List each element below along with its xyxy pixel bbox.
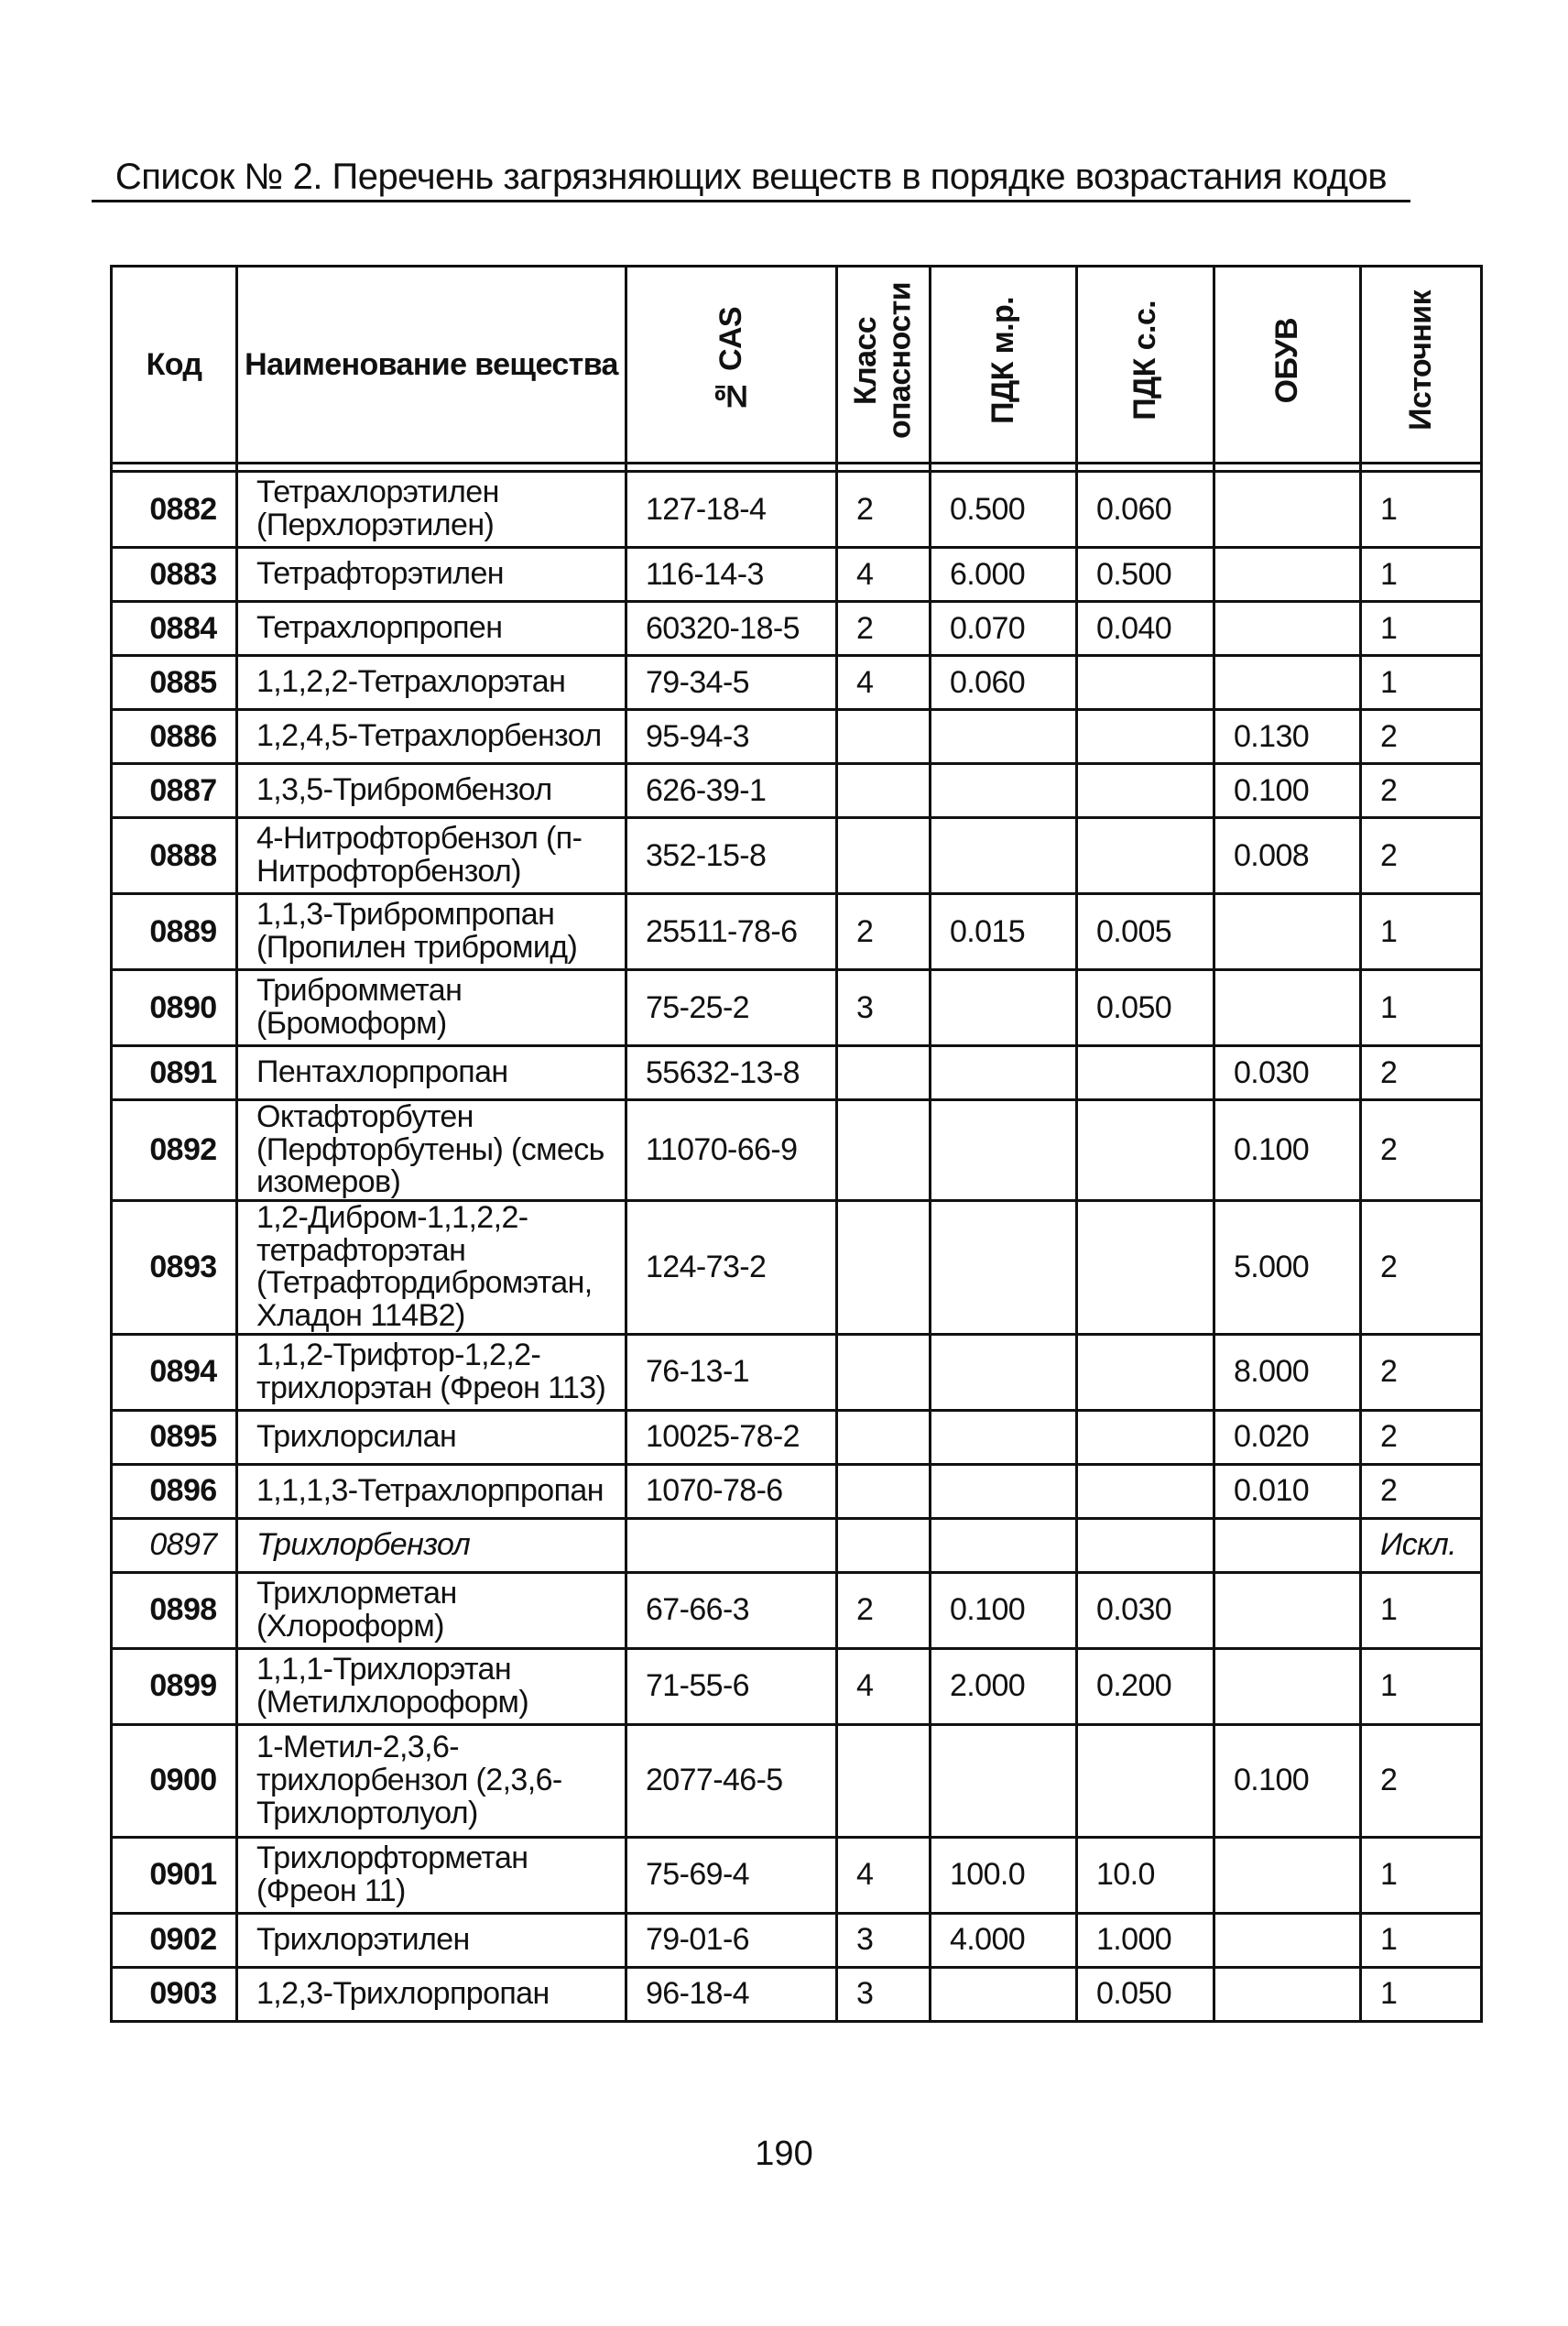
cell-hazard <box>837 818 931 894</box>
cell-pdk-mr: 100.0 <box>931 1837 1077 1913</box>
cell-pdk-ss <box>1077 1201 1214 1335</box>
cell-pdk-mr <box>931 1967 1077 2021</box>
cell-cas: 127-18-4 <box>626 472 837 548</box>
cell-obuv <box>1214 472 1361 548</box>
cell-cas: 95-94-3 <box>626 710 837 764</box>
cell-pdk-mr: 4.000 <box>931 1913 1077 1967</box>
cell-pdk-ss <box>1077 1334 1214 1410</box>
cell-pdk-mr <box>931 1410 1077 1464</box>
header-obuv: ОБУВ <box>1214 267 1361 464</box>
table-row <box>112 818 1482 894</box>
cell-pdk-ss <box>1077 1518 1214 1572</box>
cell-obuv: 0.130 <box>1214 710 1361 764</box>
cell-cas: 1070-78-6 <box>626 1464 837 1518</box>
cell-cas: 60320-18-5 <box>626 602 837 656</box>
cell-obuv <box>1214 602 1361 656</box>
cell-pdk-ss <box>1077 1724 1214 1837</box>
table-row <box>112 656 1482 710</box>
cell-pdk-mr: 0.060 <box>931 656 1077 710</box>
cell-pdk-ss: 0.500 <box>1077 548 1214 602</box>
cell-name: 1,1,3-Трибромпропан (Пропилен трибромид) <box>237 894 626 970</box>
page-number: 190 <box>755 2135 813 2173</box>
cell-code: 0894 <box>112 1334 237 1410</box>
cell-obuv <box>1214 656 1361 710</box>
cell-source: 2 <box>1361 818 1482 894</box>
cell-name: Трибромметан (Бромоформ) <box>237 970 626 1046</box>
cell-code: 0896 <box>112 1464 237 1518</box>
page-title: Список № 2. Перечень загрязняющих веществ в порядке возрастания кодов <box>114 157 1388 197</box>
cell-pdk-mr <box>931 710 1077 764</box>
cell-source: 2 <box>1361 764 1482 818</box>
cell-cas: 71-55-6 <box>626 1648 837 1724</box>
table-row <box>112 1724 1482 1837</box>
cell-name: Октафторбутен (Перфторбутены) (смесь изомеров) <box>237 1100 626 1201</box>
table-row <box>112 970 1482 1046</box>
cell-code: 0882 <box>112 472 237 548</box>
cell-hazard <box>837 1464 931 1518</box>
header-hazard-class: Класс опасности <box>837 267 931 464</box>
cell-pdk-mr: 0.070 <box>931 602 1077 656</box>
cell-obuv <box>1214 970 1361 1046</box>
cell-code: 0886 <box>112 710 237 764</box>
cell-pdk-mr <box>931 818 1077 894</box>
cell-code: 0900 <box>112 1724 237 1837</box>
cell-source: 2 <box>1361 1334 1482 1410</box>
cell-pdk-ss <box>1077 1410 1214 1464</box>
cell-hazard: 3 <box>837 1913 931 1967</box>
cell-hazard: 3 <box>837 970 931 1046</box>
cell-cas: 10025-78-2 <box>626 1410 837 1464</box>
table-row <box>112 548 1482 602</box>
cell-pdk-ss <box>1077 818 1214 894</box>
cell-hazard <box>837 1201 931 1335</box>
cell-pdk-mr <box>931 1100 1077 1201</box>
cell-name: Трихлорбензол <box>237 1518 626 1572</box>
cell-hazard <box>837 1046 931 1100</box>
cell-cas: 626-39-1 <box>626 764 837 818</box>
cell-obuv: 0.010 <box>1214 1464 1361 1518</box>
table-row <box>112 1518 1482 1572</box>
cell-source: 1 <box>1361 1967 1482 2021</box>
header-code: Код <box>112 267 237 464</box>
cell-pdk-ss <box>1077 710 1214 764</box>
cell-name: Трихлорфторметан (Фреон 11) <box>237 1837 626 1913</box>
cell-code: 0893 <box>112 1201 237 1335</box>
cell-cas: 2077-46-5 <box>626 1724 837 1837</box>
table-row <box>112 1201 1482 1335</box>
cell-code: 0890 <box>112 970 237 1046</box>
cell-source: 2 <box>1361 1410 1482 1464</box>
cell-cas: 116-14-3 <box>626 548 837 602</box>
cell-cas: 79-34-5 <box>626 656 837 710</box>
cell-name: 1,2,4,5-Тетрахлорбензол <box>237 710 626 764</box>
cell-hazard: 2 <box>837 602 931 656</box>
cell-pdk-ss: 0.050 <box>1077 970 1214 1046</box>
cell-name: 1,2-Дибром-1,1,2,2-тетрафторэтан (Тетрафтордибромэтан, Хладон 114В2) <box>237 1201 626 1335</box>
cell-pdk-mr <box>931 970 1077 1046</box>
cell-hazard: 2 <box>837 472 931 548</box>
cell-obuv <box>1214 1648 1361 1724</box>
cell-hazard: 3 <box>837 1967 931 2021</box>
cell-pdk-ss: 0.200 <box>1077 1648 1214 1724</box>
cell-source: 2 <box>1361 1724 1482 1837</box>
table-row <box>112 710 1482 764</box>
cell-hazard: 2 <box>837 894 931 970</box>
cell-pdk-ss <box>1077 1100 1214 1201</box>
cell-name: 1,1,2,2-Тетрахлорэтан <box>237 656 626 710</box>
cell-source: 1 <box>1361 1837 1482 1913</box>
cell-obuv <box>1214 1913 1361 1967</box>
header-pdk-ss: ПДК с.с. <box>1077 267 1214 464</box>
cell-code: 0884 <box>112 602 237 656</box>
cell-hazard <box>837 710 931 764</box>
cell-hazard: 2 <box>837 1572 931 1648</box>
cell-pdk-ss: 0.040 <box>1077 602 1214 656</box>
table-row <box>112 1967 1482 2021</box>
cell-cas: 352-15-8 <box>626 818 837 894</box>
cell-name: 1,1,1,3-Тетрахлорпропан <box>237 1464 626 1518</box>
header-cas: № CAS <box>626 267 837 464</box>
cell-cas: 79-01-6 <box>626 1913 837 1967</box>
cell-source: 2 <box>1361 1464 1482 1518</box>
cell-cas: 75-25-2 <box>626 970 837 1046</box>
table-row <box>112 1410 1482 1464</box>
cell-hazard <box>837 1724 931 1837</box>
cell-cas: 76-13-1 <box>626 1334 837 1410</box>
cell-code: 0889 <box>112 894 237 970</box>
cell-hazard <box>837 1100 931 1201</box>
cell-hazard <box>837 764 931 818</box>
table-row <box>112 602 1482 656</box>
cell-pdk-mr <box>931 1724 1077 1837</box>
cell-code: 0883 <box>112 548 237 602</box>
cell-name: Тетрахлорэтилен (Перхлорэтилен) <box>237 472 626 548</box>
cell-pdk-mr: 6.000 <box>931 548 1077 602</box>
cell-obuv: 5.000 <box>1214 1201 1361 1335</box>
cell-name: 1,1,1-Трихлорэтан (Метилхлороформ) <box>237 1648 626 1724</box>
cell-code: 0903 <box>112 1967 237 2021</box>
header-pdk-mr: ПДК м.р. <box>931 267 1077 464</box>
cell-source: 1 <box>1361 1572 1482 1648</box>
cell-source: 1 <box>1361 602 1482 656</box>
cell-hazard <box>837 1410 931 1464</box>
cell-pdk-mr: 0.100 <box>931 1572 1077 1648</box>
cell-name: 1,1,2-Трифтор-1,2,2-трихлорэтан (Фреон 113) <box>237 1334 626 1410</box>
table-row <box>112 1046 1482 1100</box>
cell-name: 4-Нитрофторбензол (п-Нитрофторбензол) <box>237 818 626 894</box>
cell-obuv <box>1214 548 1361 602</box>
table-row <box>112 764 1482 818</box>
cell-code: 0897 <box>112 1518 237 1572</box>
cell-hazard: 4 <box>837 1837 931 1913</box>
cell-hazard: 4 <box>837 548 931 602</box>
cell-code: 0892 <box>112 1100 237 1201</box>
header-row <box>112 267 1482 464</box>
table-row <box>112 1464 1482 1518</box>
cell-code: 0898 <box>112 1572 237 1648</box>
cell-name: Тетрахлорпропен <box>237 602 626 656</box>
cell-obuv: 8.000 <box>1214 1334 1361 1410</box>
cell-pdk-ss <box>1077 1464 1214 1518</box>
cell-source: 1 <box>1361 894 1482 970</box>
cell-code: 0888 <box>112 818 237 894</box>
table-row <box>112 1334 1482 1410</box>
cell-source: 2 <box>1361 1201 1482 1335</box>
cell-pdk-mr <box>931 1334 1077 1410</box>
cell-obuv: 0.100 <box>1214 764 1361 818</box>
cell-pdk-mr: 2.000 <box>931 1648 1077 1724</box>
cell-pdk-ss <box>1077 656 1214 710</box>
cell-pdk-mr: 0.500 <box>931 472 1077 548</box>
cell-pdk-mr <box>931 1464 1077 1518</box>
cell-cas: 55632-13-8 <box>626 1046 837 1100</box>
cell-cas <box>626 1518 837 1572</box>
cell-code: 0885 <box>112 656 237 710</box>
cell-pdk-ss: 0.005 <box>1077 894 1214 970</box>
cell-name: Пентахлорпропан <box>237 1046 626 1100</box>
table-row <box>112 1913 1482 1967</box>
cell-source: 1 <box>1361 472 1482 548</box>
cell-code: 0887 <box>112 764 237 818</box>
cell-pdk-ss: 1.000 <box>1077 1913 1214 1967</box>
cell-obuv: 0.100 <box>1214 1100 1361 1201</box>
cell-source: 1 <box>1361 1913 1482 1967</box>
cell-name: Трихлорметан (Хлороформ) <box>237 1572 626 1648</box>
table-row <box>112 1100 1482 1201</box>
cell-pdk-ss: 0.030 <box>1077 1572 1214 1648</box>
cell-pdk-ss: 0.050 <box>1077 1967 1214 2021</box>
cell-source: 1 <box>1361 1648 1482 1724</box>
cell-obuv <box>1214 1967 1361 2021</box>
cell-pdk-ss <box>1077 764 1214 818</box>
cell-cas: 11070-66-9 <box>626 1100 837 1201</box>
cell-obuv <box>1214 1518 1361 1572</box>
table-row <box>112 1572 1482 1648</box>
cell-pdk-mr: 0.015 <box>931 894 1077 970</box>
title-underline <box>92 200 1410 202</box>
cell-name: Трихлорсилан <box>237 1410 626 1464</box>
cell-source: 2 <box>1361 1100 1482 1201</box>
cell-pdk-mr <box>931 764 1077 818</box>
cell-hazard: 4 <box>837 656 931 710</box>
cell-code: 0901 <box>112 1837 237 1913</box>
cell-pdk-ss: 10.0 <box>1077 1837 1214 1913</box>
cell-source: 1 <box>1361 656 1482 710</box>
cell-source: 1 <box>1361 548 1482 602</box>
cell-name: Трихлорэтилен <box>237 1913 626 1967</box>
header-spacer <box>112 464 1482 472</box>
cell-cas: 96-18-4 <box>626 1967 837 2021</box>
header-source: Источник <box>1361 267 1482 464</box>
cell-obuv <box>1214 894 1361 970</box>
cell-cas: 67-66-3 <box>626 1572 837 1648</box>
cell-hazard <box>837 1334 931 1410</box>
cell-code: 0902 <box>112 1913 237 1967</box>
cell-pdk-mr <box>931 1046 1077 1100</box>
table-row <box>112 1648 1482 1724</box>
cell-hazard: 4 <box>837 1648 931 1724</box>
cell-cas: 25511-78-6 <box>626 894 837 970</box>
cell-code: 0891 <box>112 1046 237 1100</box>
cell-pdk-ss <box>1077 1046 1214 1100</box>
cell-pdk-ss: 0.060 <box>1077 472 1214 548</box>
table-row <box>112 472 1482 548</box>
cell-source: Искл. <box>1361 1518 1482 1572</box>
cell-hazard <box>837 1518 931 1572</box>
cell-obuv: 0.008 <box>1214 818 1361 894</box>
cell-obuv: 0.100 <box>1214 1724 1361 1837</box>
cell-name: Тетрафторэтилен <box>237 548 626 602</box>
cell-obuv <box>1214 1837 1361 1913</box>
cell-source: 1 <box>1361 970 1482 1046</box>
cell-source: 2 <box>1361 710 1482 764</box>
table-row <box>112 1837 1482 1913</box>
cell-name: 1-Метил-2,3,6-трихлорбензол (2,3,6-Трихлортолуол) <box>237 1724 626 1837</box>
table-row <box>112 894 1482 970</box>
cell-cas: 75-69-4 <box>626 1837 837 1913</box>
cell-obuv <box>1214 1572 1361 1648</box>
cell-obuv: 0.030 <box>1214 1046 1361 1100</box>
cell-obuv: 0.020 <box>1214 1410 1361 1464</box>
cell-pdk-mr <box>931 1201 1077 1335</box>
cell-name: 1,2,3-Трихлорпропан <box>237 1967 626 2021</box>
cell-code: 0899 <box>112 1648 237 1724</box>
cell-source: 2 <box>1361 1046 1482 1100</box>
cell-name: 1,3,5-Трибромбензол <box>237 764 626 818</box>
header-name: Наименование вещества <box>237 267 626 464</box>
table-body <box>112 472 1482 2022</box>
substances-table <box>110 265 1483 2023</box>
cell-code: 0895 <box>112 1410 237 1464</box>
cell-cas: 124-73-2 <box>626 1201 837 1335</box>
cell-pdk-mr <box>931 1518 1077 1572</box>
